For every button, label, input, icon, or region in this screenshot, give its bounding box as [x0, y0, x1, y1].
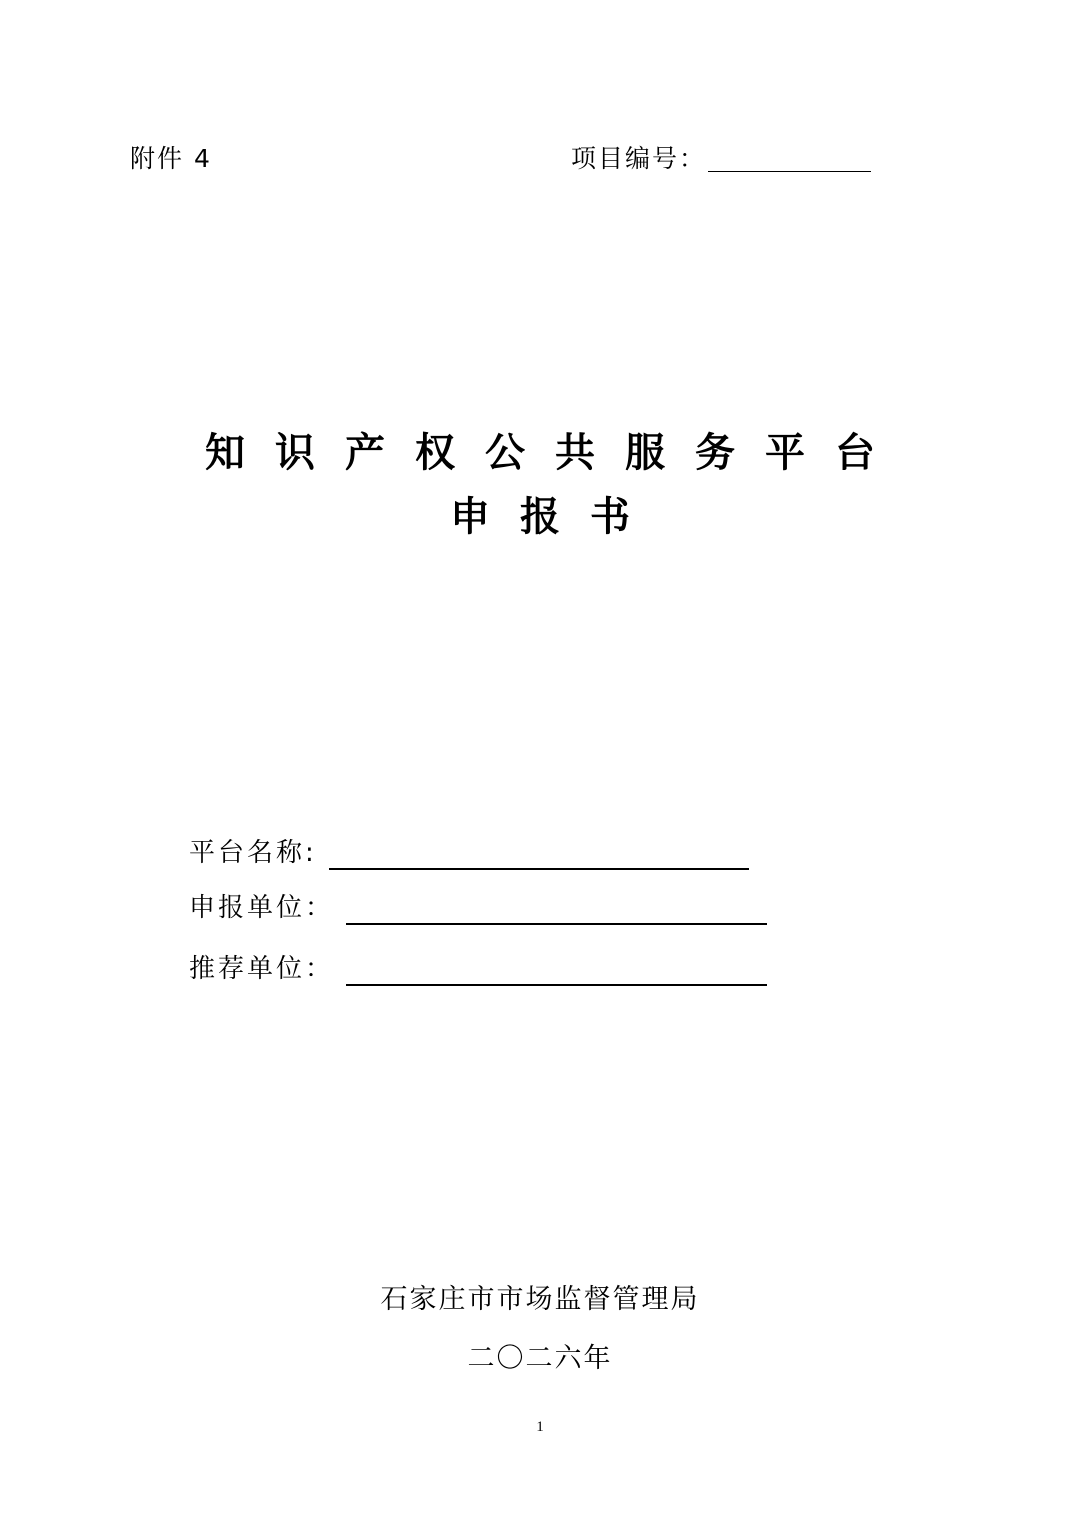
platform-name-label: 平台名称: [189, 838, 317, 868]
platform-name-blank[interactable] [329, 868, 749, 870]
recommending-unit-field [189, 948, 767, 988]
applicant-unit-label: 申报单位： [189, 893, 335, 923]
issue-year: 二〇二六年 [467, 1343, 613, 1374]
issuing-authority: 石家庄市市场监督管理局 [380, 1284, 700, 1315]
recommending-unit-label: 推荐单位： [189, 954, 335, 984]
project-number-field [571, 142, 871, 176]
platform-name-field [189, 832, 749, 872]
document-subtitle: 申报书 [450, 494, 660, 540]
applicant-unit-blank[interactable] [346, 923, 767, 925]
applicant-unit-field [189, 887, 767, 927]
project-number-label: 项目编号： [571, 144, 707, 173]
attachment-label: 附件 4 [130, 144, 212, 173]
recommending-unit-blank[interactable] [346, 984, 767, 986]
project-number-blank[interactable] [708, 171, 871, 172]
document-title: 知识产权公共服务平台 [205, 430, 905, 476]
page-number: 1 [536, 1419, 544, 1435]
